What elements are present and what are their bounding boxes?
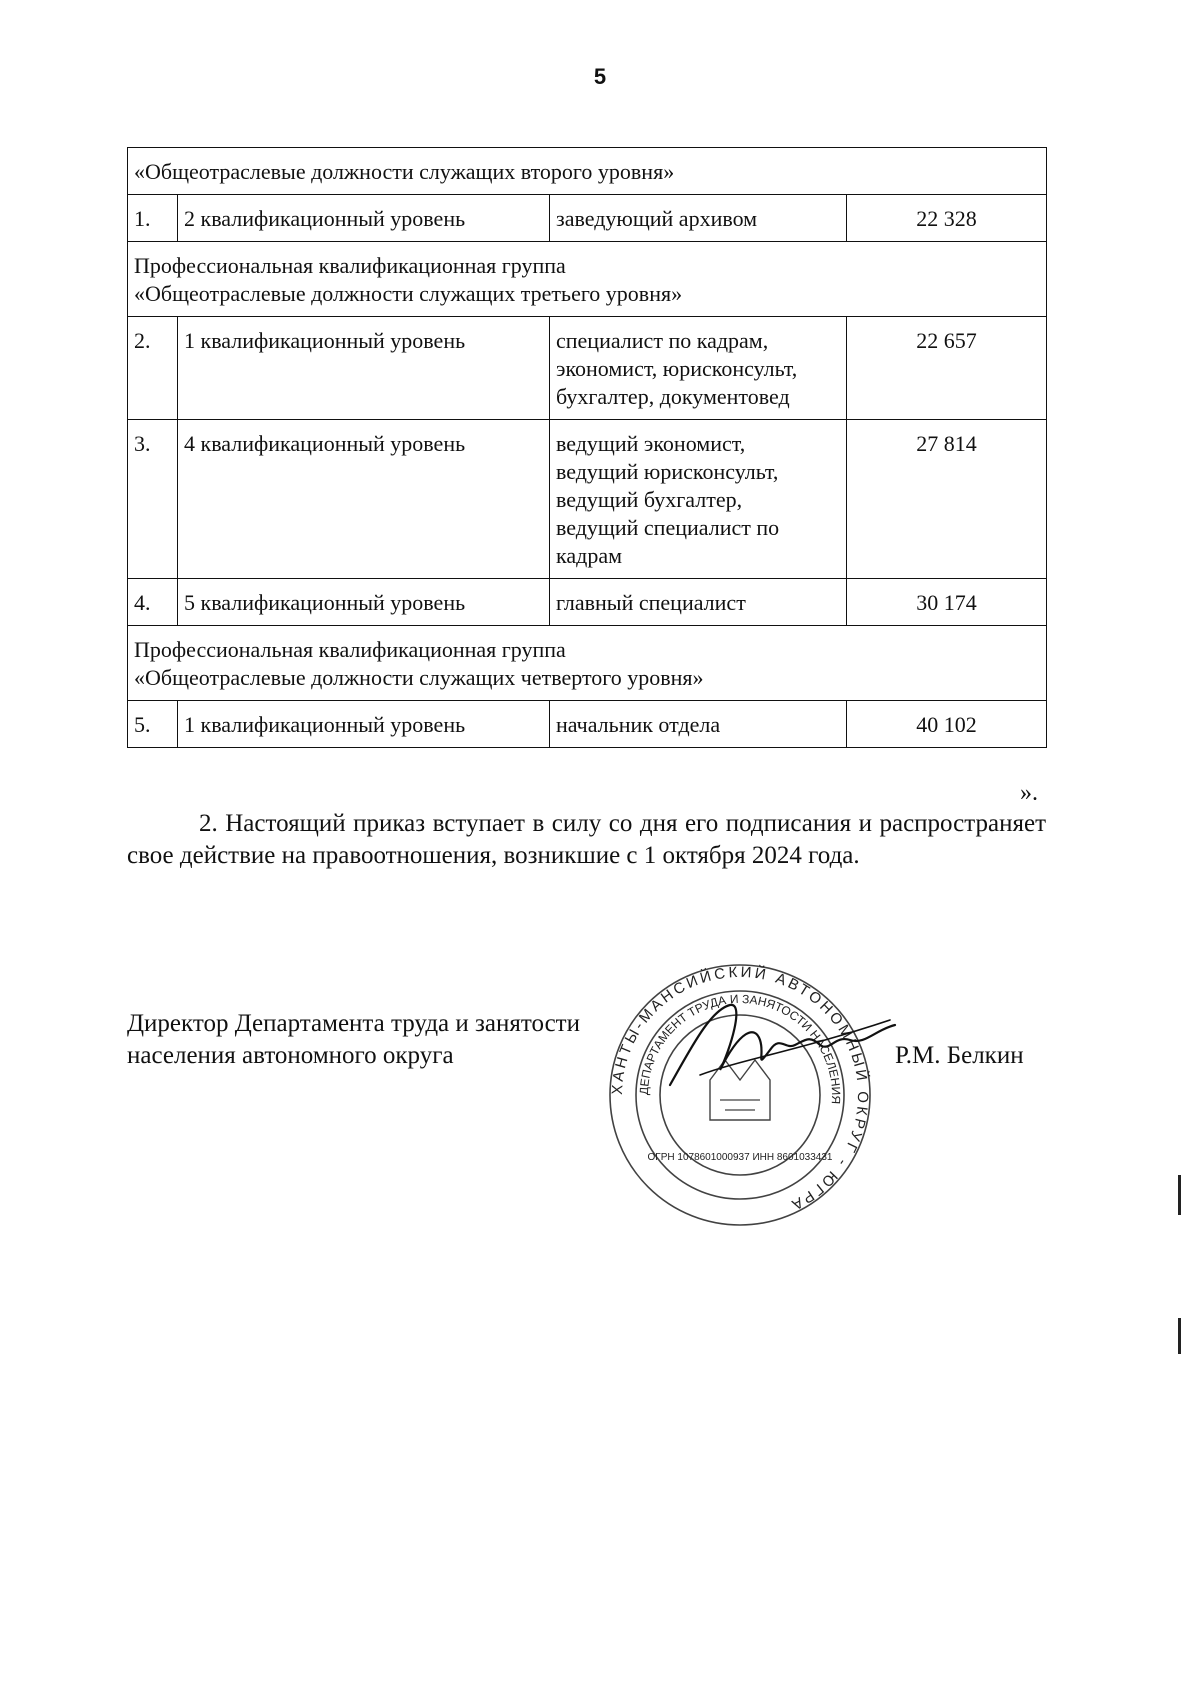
salary-cell: 30 174 [847,579,1047,626]
table-row [128,195,1047,242]
group-heading-line: Профессиональная квалификационная группа [134,253,566,278]
row-index-cell: 4. [128,579,178,626]
signatory-title-line-1: Директор Департамента труда и занятости [127,1010,580,1037]
table-row [128,317,1047,420]
table-row [128,420,1047,579]
salary-table [127,147,1047,748]
row-index-cell: 5. [128,701,178,748]
table-row [128,701,1047,748]
table-group-row [128,626,1047,701]
position-line: ведущий бухгалтер, [556,487,743,512]
salary-cell: 22 657 [847,317,1047,420]
positions-cell [550,317,847,420]
group-heading-line: «Общеотраслевые должности служащих третьего уровня» [134,281,683,306]
position-line: начальник отдела [556,712,721,737]
scan-margin-mark [1178,1318,1181,1354]
group-heading-cell [128,626,1047,701]
positions-cell [550,195,847,242]
position-line: кадрам [556,543,622,568]
seal-outer-text-path: ХАНТЫ-МАНСИЙСКИЙ АВТОНОМНЫЙ ОКРУГ - ЮГРА [608,963,872,1215]
page-number: 5 [593,64,607,89]
position-line: специалист по кадрам, [556,328,769,353]
qualification-level-cell: 4 квалификационный уровень [178,420,550,579]
scan-margin-mark [1178,1175,1181,1215]
position-line: ведущий экономист, [556,431,746,456]
seal-codes-text: ОГРН 1078601000937 ИНН 8601033431 [647,1152,833,1163]
positions-cell [550,579,847,626]
position-line: бухгалтер, документовед [556,384,790,409]
position-line: экономист, юрисконсульт, [556,356,798,381]
signatory-title-line-2: населения автономного округа [127,1042,454,1069]
position-line: заведующий архивом [556,206,758,231]
table-group-row [128,148,1047,195]
row-index-cell: 2. [128,317,178,420]
effective-date-paragraph: 2. Настоящий приказ вступает в силу со дня его подписания и распространяет свое действие на правоотношения, возникшие с 1 октября 2024 года. [127,810,1046,869]
handwritten-signature [660,990,900,1100]
closing-quote: ». [1020,780,1038,806]
salary-cell: 22 328 [847,195,1047,242]
table-row [128,579,1047,626]
row-index-cell: 1. [128,195,178,242]
seal-inner-text-path: ДЕПАРТАМЕНТ ТРУДА И ЗАНЯТОСТИ НАСЕЛЕНИЯ [636,991,844,1105]
qualification-level-cell: 1 квалификационный уровень [178,701,550,748]
group-heading-line: «Общеотраслевые должности служащих четвертого уровня» [134,665,704,690]
position-line: ведущий специалист по [556,515,780,540]
group-heading-line: «Общеотраслевые должности служащих второго уровня» [134,159,675,184]
qualification-level-cell: 5 квалификационный уровень [178,579,550,626]
positions-cell [550,420,847,579]
group-heading-cell [128,242,1047,317]
salary-table-body [128,148,1047,748]
salary-cell: 40 102 [847,701,1047,748]
qualification-level-cell: 2 квалификационный уровень [178,195,550,242]
signatory-title [127,1008,580,1072]
signatory-name: Р.М. Белкин [895,1042,1024,1069]
position-line: главный специалист [556,590,746,615]
group-heading-cell [128,148,1047,195]
position-line: ведущий юрисконсульт, [556,459,779,484]
qualification-level-cell: 1 квалификационный уровень [178,317,550,420]
table-group-row [128,242,1047,317]
salary-cell: 27 814 [847,420,1047,579]
positions-cell [550,701,847,748]
row-index-cell: 3. [128,420,178,579]
group-heading-line: Профессиональная квалификационная группа [134,637,566,662]
